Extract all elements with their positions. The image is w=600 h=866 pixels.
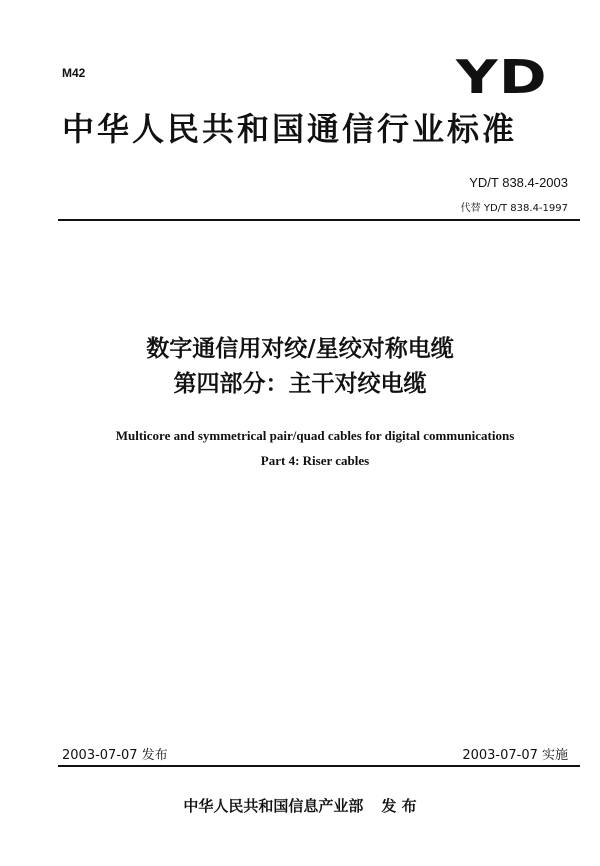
bottom-divider bbox=[58, 765, 580, 767]
implementation-date: 2003-07-07 实施 bbox=[462, 748, 568, 763]
document-title-cn-line2: 第四部分：主干对绞电缆 bbox=[173, 371, 427, 397]
standard-code: YD/T 838.4-2003 bbox=[469, 175, 568, 190]
standard-category-title: 中华人民共和国通信行业标准 bbox=[62, 110, 518, 148]
ics-classification-code: M42 bbox=[62, 66, 86, 80]
replaced-standard-code: 代替 YD/T 838.4-1997 bbox=[460, 203, 568, 214]
issuing-authority bbox=[0, 795, 600, 816]
document-title-en-line2: Part 4: Riser cables bbox=[260, 453, 370, 468]
document-title-en-line1: Multicore and symmetrical pair/quad cables for digital communications bbox=[115, 428, 515, 443]
document-title-cn-line1: 数字通信用对绞/星绞对称电缆 bbox=[146, 336, 454, 362]
top-divider bbox=[58, 219, 580, 221]
issue-date: 2003-07-07 发布 bbox=[62, 748, 168, 763]
issuer-action: 发 布 bbox=[381, 797, 417, 815]
yd-logo: YD bbox=[456, 50, 548, 104]
issuer-name: 中华人民共和国信息产业部 bbox=[183, 797, 364, 815]
